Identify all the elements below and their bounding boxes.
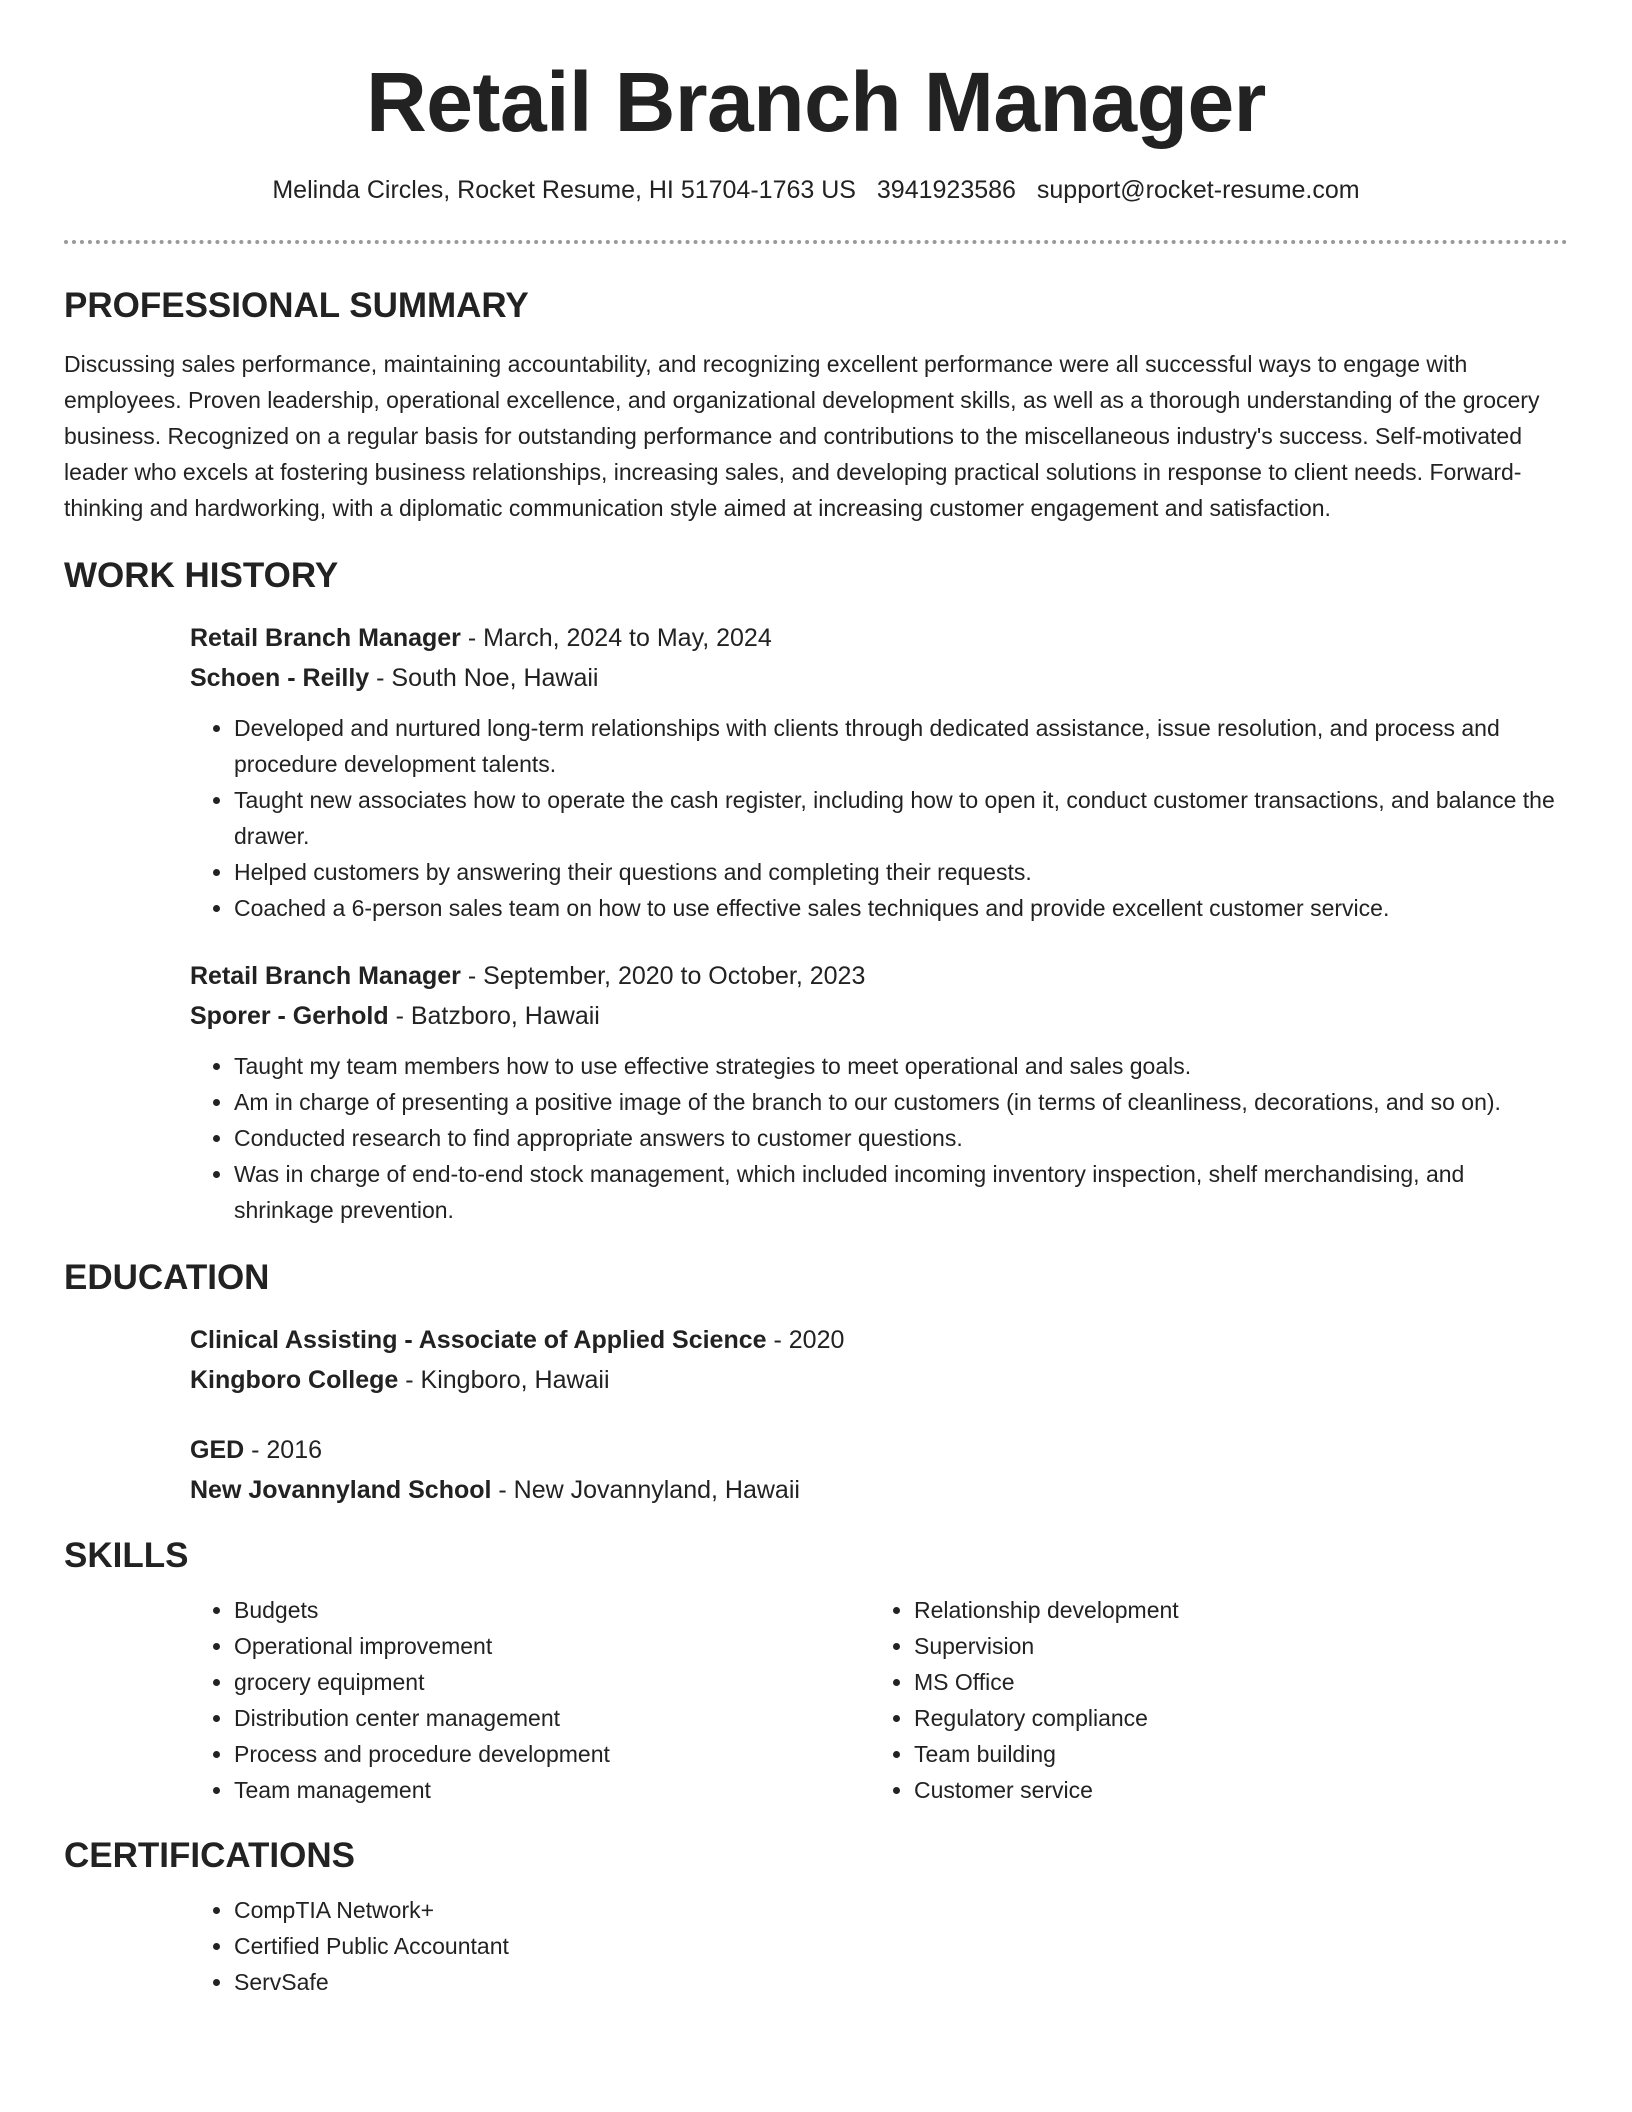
- job-title-line: [190, 618, 1568, 658]
- skills-grid: [190, 1592, 1568, 1808]
- skills-list: [190, 1592, 870, 1808]
- skill-item: • grocery equipment: [234, 1664, 870, 1700]
- skills-column-left: [190, 1592, 870, 1808]
- summary-section: [64, 284, 1568, 526]
- skill-item: • Operational improvement: [234, 1628, 870, 1664]
- school-location: - Kingboro, Hawaii: [398, 1366, 610, 1394]
- job-bullet: • Am in charge of presenting a positive image of the branch to our customers (in terms of cleanliness, decorations, and so on).: [234, 1084, 1568, 1120]
- job-bullets: [190, 710, 1568, 926]
- job-company: Sporer - Gerhold: [190, 1002, 389, 1030]
- skill-item: • Supervision: [914, 1628, 1550, 1664]
- skills-heading: SKILLS: [64, 1536, 189, 1575]
- skill-item: • Customer service: [914, 1772, 1550, 1808]
- job-bullet: • Was in charge of end-to-end stock management, which included incoming inventory inspection, shelf merchandising, and shrinkage prevention.: [234, 1156, 1568, 1228]
- job-title: Retail Branch Manager: [190, 962, 461, 990]
- job-bullet: • Helped customers by answering their questions and completing their requests.: [234, 854, 1568, 890]
- work-history-section: [64, 554, 1568, 1228]
- degree-name: GED: [190, 1436, 245, 1464]
- job-company-line: [190, 996, 1568, 1036]
- job-bullets: [190, 1048, 1568, 1228]
- degree-year: - 2020: [766, 1326, 845, 1354]
- degree-line: [190, 1430, 1568, 1470]
- job-entry: [190, 618, 1568, 926]
- school-line: [190, 1470, 1568, 1510]
- skills-column-right: [870, 1592, 1550, 1808]
- school-location: - New Jovannyland, Hawaii: [491, 1476, 800, 1504]
- job-bullet: • Developed and nurtured long-term relationships with clients through dedicated assistance, issue resolution, and process and procedure development talents.: [234, 710, 1568, 782]
- contact-address: Melinda Circles, Rocket Resume, HI 51704-1763 US: [272, 176, 856, 204]
- job-bullet: • Coached a 6-person sales team on how to use effective sales techniques and provide excellent customer service.: [234, 890, 1568, 926]
- certifications-heading: CERTIFICATIONS: [64, 1836, 356, 1875]
- skill-item: • MS Office: [914, 1664, 1550, 1700]
- school-name: New Jovannyland School: [190, 1476, 492, 1504]
- degree-line: [190, 1320, 1568, 1360]
- degree-name: Clinical Assisting - Associate of Applied Science: [190, 1326, 767, 1354]
- contact-line: [64, 174, 1568, 206]
- job-dates: - March, 2024 to May, 2024: [460, 624, 772, 652]
- certifications-list: [190, 1892, 1568, 2000]
- job-title: Retail Branch Manager: [190, 624, 461, 652]
- job-dates: - September, 2020 to October, 2023: [460, 962, 866, 990]
- certifications-block: [190, 1892, 1568, 2000]
- job-bullet: • Conducted research to find appropriate answers to customer questions.: [234, 1120, 1568, 1156]
- header-divider: [64, 240, 1568, 244]
- job-bullet: • Taught new associates how to operate the cash register, including how to open it, conduct customer transactions, and balance the drawer.: [234, 782, 1568, 854]
- certification-item: • CompTIA Network+: [234, 1892, 1568, 1928]
- job-location: - Batzboro, Hawaii: [388, 1002, 600, 1030]
- education-heading: EDUCATION: [64, 1258, 270, 1297]
- summary-text: Discussing sales performance, maintaining accountability, and recognizing excellent performance were all successful ways to engage with employees. Proven leadership, operational excellence, and organizational development skills, as well as a thorough understanding of the grocery business. Recognized on a regular basis for outstanding performance and contributions to the miscellaneous industry's success. Self-motivated leader who excels at fostering business relationships, increasing sales, and developing practical solutions in response to client needs. Forward-thinking and hardworking, with a diplomatic communication style aimed at increasing customer engagement and satisfaction.: [64, 351, 1540, 521]
- work-history-heading: WORK HISTORY: [64, 556, 339, 595]
- certifications-section: [64, 1834, 1568, 2000]
- certification-item: • Certified Public Accountant: [234, 1928, 1568, 1964]
- skills-section: [64, 1534, 1568, 1808]
- summary-heading: PROFESSIONAL SUMMARY: [64, 286, 529, 325]
- skill-item: • Budgets: [234, 1592, 870, 1628]
- skill-item: • Regulatory compliance: [914, 1700, 1550, 1736]
- skills-list: [870, 1592, 1550, 1808]
- skill-item: • Team building: [914, 1736, 1550, 1772]
- contact-phone: 3941923586: [876, 176, 1016, 204]
- education-section: [64, 1256, 1568, 1510]
- job-company-line: [190, 658, 1568, 698]
- job-bullet: • Taught my team members how to use effective strategies to meet operational and sales goals.: [234, 1048, 1568, 1084]
- job-entry: [190, 956, 1568, 1228]
- school-name: Kingboro College: [190, 1366, 399, 1394]
- certification-item: • ServSafe: [234, 1964, 1568, 2000]
- education-entry: [190, 1320, 1568, 1400]
- skill-item: • Distribution center management: [234, 1700, 870, 1736]
- education-entry: [190, 1430, 1568, 1510]
- contact-email: support@rocket-resume.com: [1036, 176, 1360, 204]
- job-company: Schoen - Reilly: [190, 664, 370, 692]
- job-location: - South Noe, Hawaii: [369, 664, 599, 692]
- school-line: [190, 1360, 1568, 1400]
- job-title-line: [190, 956, 1568, 996]
- degree-year: - 2016: [244, 1436, 323, 1464]
- skill-item: • Team management: [234, 1772, 870, 1808]
- skill-item: • Relationship development: [914, 1592, 1550, 1628]
- skill-item: • Process and procedure development: [234, 1736, 870, 1772]
- resume-title: Retail Branch Manager: [366, 55, 1266, 149]
